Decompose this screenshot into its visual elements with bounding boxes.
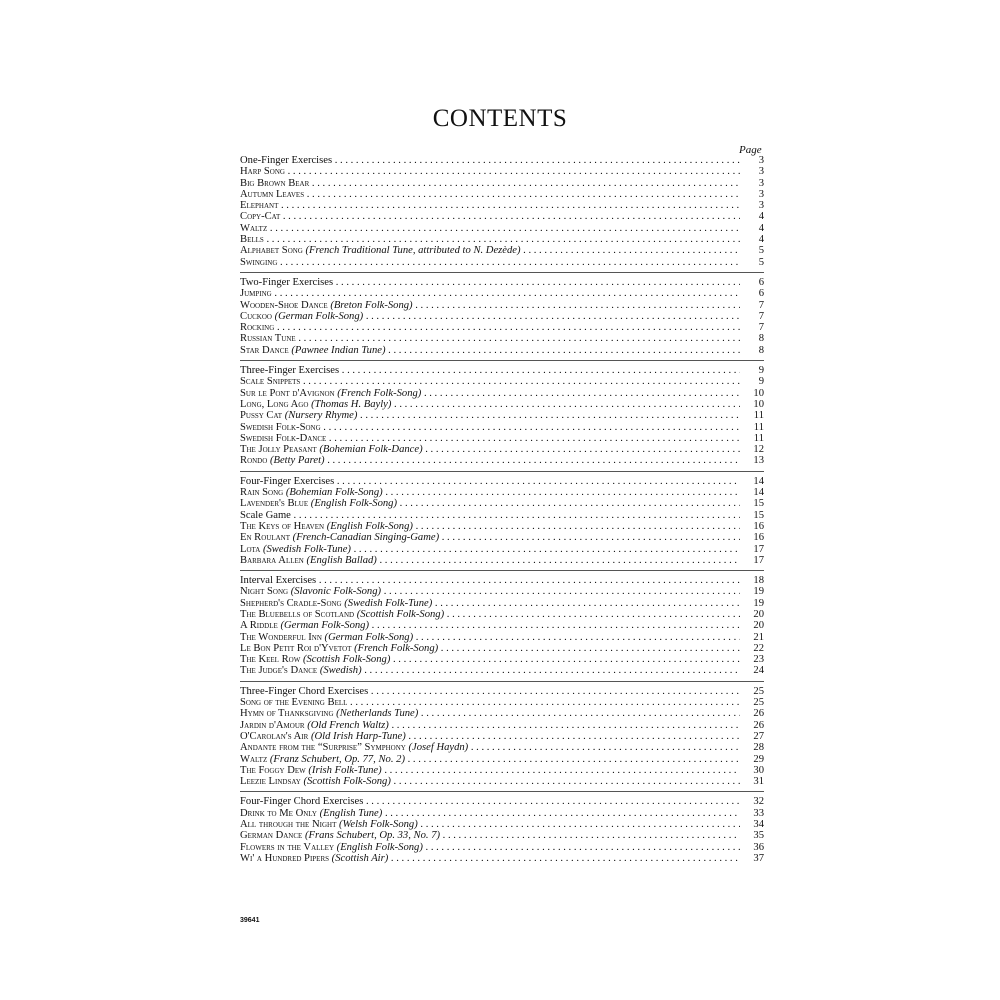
toc-entry: [240, 300, 764, 311]
entry-text: [240, 410, 740, 421]
entry-page-number: 37: [753, 852, 764, 864]
entry-title: Rondo: [240, 455, 268, 467]
toc-section: [240, 155, 764, 268]
entry-text: [240, 532, 740, 543]
page-column-label: Page: [739, 144, 762, 156]
entry-page-number: 26: [753, 719, 764, 731]
entry-subtitle: (English Tune): [319, 807, 383, 819]
entry-subtitle: (Bohemian Folk-Song): [285, 487, 383, 499]
entry-page-number: 19: [753, 586, 764, 598]
entry-title: Harp Song: [240, 166, 285, 178]
entry-title: The Foggy Dew: [240, 764, 306, 776]
entry-text: [240, 245, 740, 256]
entry-title: Scale Snippets: [240, 376, 301, 388]
entry-page-number: 24: [753, 665, 764, 677]
entry-text: [240, 665, 740, 676]
entry-text: [240, 422, 740, 433]
entry-text: [240, 277, 740, 288]
entry-page-number: 3: [758, 166, 764, 178]
entry-title: The Keys of Heaven: [240, 520, 325, 532]
toc-section: [240, 575, 764, 677]
toc-entry: [240, 245, 764, 256]
entry-title: Hymn of Thanksgiving: [240, 708, 334, 720]
toc-section: [240, 686, 764, 788]
entry-title: All through the Night: [240, 819, 337, 831]
entry-page-number: 22: [753, 642, 764, 654]
section-divider: [240, 471, 764, 472]
entry-page-number: 11: [753, 421, 764, 433]
entry-text: [240, 476, 740, 487]
entry-text: [240, 189, 740, 200]
entry-page-number: 26: [753, 708, 764, 720]
toc-entry: [240, 720, 764, 731]
entry-text: [240, 620, 740, 631]
entry-page-number: 17: [753, 554, 764, 566]
entry-title: Bells: [240, 234, 264, 246]
entry-subtitle: (French Folk-Song): [337, 387, 422, 399]
toc-entry: [240, 410, 764, 421]
entry-page-number: 30: [753, 764, 764, 776]
section-divider: [240, 570, 764, 571]
entry-subtitle: (German Folk-Song): [324, 631, 414, 643]
entry-page-number: 8: [758, 333, 764, 345]
entry-title: Three-Finger Exercises: [240, 365, 340, 377]
toc-entry: [240, 632, 764, 643]
entry-text: [240, 830, 740, 841]
entry-subtitle: (Scottish Folk-Song): [356, 608, 445, 620]
entry-text: [240, 686, 740, 697]
entry-page-number: 10: [753, 398, 764, 410]
entry-text: [240, 632, 740, 643]
toc-entry: [240, 322, 764, 333]
toc-entry: [240, 200, 764, 211]
toc-entry: [240, 333, 764, 344]
toc-entry: [240, 765, 764, 776]
toc-entry: [240, 708, 764, 719]
entry-subtitle: (Slavonic Folk-Song): [290, 586, 382, 598]
toc-entry: [240, 808, 764, 819]
entry-text: [240, 654, 740, 665]
toc-entry: [240, 521, 764, 532]
entry-page-number: 15: [753, 509, 764, 521]
section-heading-entry: [240, 686, 764, 697]
toc-entry: [240, 830, 764, 841]
entry-title: Alphabet Song: [240, 245, 303, 257]
section-divider: [240, 791, 764, 792]
entry-text: [240, 697, 740, 708]
entry-page-number: 35: [753, 830, 764, 842]
toc-section: [240, 476, 764, 566]
entry-page-number: 33: [753, 807, 764, 819]
entry-text: [240, 731, 740, 742]
entry-title: Swedish Folk-Dance: [240, 432, 327, 444]
toc-entry: [240, 422, 764, 433]
entry-title: Elephant: [240, 200, 279, 212]
entry-text: [240, 720, 740, 731]
toc-entry: [240, 288, 764, 299]
toc-entry: [240, 776, 764, 787]
toc-entry: [240, 166, 764, 177]
section-heading-entry: [240, 575, 764, 586]
entry-title: Swedish Folk-Song: [240, 421, 321, 433]
entry-subtitle: (Old French Waltz): [307, 719, 389, 731]
toc-entry: [240, 455, 764, 466]
toc-entry: [240, 189, 764, 200]
entry-text: [240, 853, 740, 864]
entry-title: Jumping: [240, 288, 272, 300]
entry-page-number: 25: [753, 697, 764, 709]
entry-text: [240, 345, 740, 356]
entry-title: Rain Song: [240, 487, 284, 499]
entry-subtitle: (Swedish): [319, 665, 362, 677]
entry-title: Autumn Leaves: [240, 188, 305, 200]
entry-title: The Judge's Dance: [240, 665, 318, 677]
entry-subtitle: (Breton Folk-Song): [330, 299, 413, 311]
entry-title: A Riddle: [240, 620, 278, 632]
entry-subtitle: (Pawnee Indian Tune): [291, 344, 386, 356]
entry-text: [240, 211, 740, 222]
toc-section: [240, 277, 764, 356]
entry-page-number: 6: [758, 276, 764, 288]
entry-page-number: 3: [758, 155, 764, 166]
entry-subtitle: (Nursery Rhyme): [284, 410, 358, 422]
toc-entry: [240, 819, 764, 830]
entry-page-number: 23: [753, 654, 764, 666]
entry-title: Drink to Me Only: [240, 807, 317, 819]
entry-page-number: 4: [758, 234, 764, 246]
toc-entry: [240, 257, 764, 268]
entry-text: [240, 234, 740, 245]
entry-subtitle: (Scottish Folk-Song): [303, 776, 391, 788]
entry-title: En Roulant: [240, 532, 291, 544]
entry-subtitle: (French-Canadian Singing-Game): [292, 532, 440, 544]
toc-entry: [240, 444, 764, 455]
entry-title: Interval Exercises: [240, 575, 317, 587]
entry-page-number: 14: [753, 487, 764, 499]
entry-text: [240, 609, 740, 620]
entry-subtitle: (German Folk-Song): [280, 620, 369, 632]
entry-page-number: 7: [758, 299, 764, 311]
entry-title: Jardin d'Amour: [240, 719, 305, 731]
entry-page-number: 31: [753, 776, 764, 788]
entry-title: Scale Game: [240, 509, 291, 521]
entry-subtitle: (Swedish Folk-Tune): [262, 543, 351, 555]
entry-page-number: 28: [753, 742, 764, 754]
toc-entry: [240, 345, 764, 356]
toc-entry: [240, 754, 764, 765]
entry-title: Waltz: [240, 222, 268, 234]
entry-page-number: 11: [753, 432, 764, 444]
entry-subtitle: (French Traditional Tune, attributed to N. Dezède): [305, 245, 521, 257]
entry-page-number: 3: [758, 200, 764, 212]
entry-page-number: 9: [758, 365, 764, 377]
toc-entry: [240, 555, 764, 566]
entry-title: The Keel Row: [240, 654, 301, 666]
entry-title: Pussy Cat: [240, 410, 283, 422]
toc-entry: [240, 433, 764, 444]
entry-subtitle: (Josef Haydn): [408, 742, 469, 754]
entry-text: [240, 544, 740, 555]
entry-text: [240, 455, 740, 466]
section-divider: [240, 681, 764, 682]
entry-text: [240, 754, 740, 765]
toc-entry: [240, 586, 764, 597]
toc-entry: [240, 498, 764, 509]
entry-text: [240, 765, 740, 776]
entry-text: [240, 498, 740, 509]
entry-page-number: 15: [753, 498, 764, 510]
entry-title: Four-Finger Exercises: [240, 475, 335, 487]
entry-text: [240, 376, 740, 387]
toc-entry: [240, 842, 764, 853]
entry-title: The Bluebells of Scotland: [240, 608, 355, 620]
entry-text: [240, 521, 740, 532]
entry-page-number: 34: [753, 819, 764, 831]
section-heading-entry: [240, 365, 764, 376]
entry-page-number: 12: [753, 444, 764, 456]
section-divider: [240, 272, 764, 273]
toc-entry: [240, 731, 764, 742]
entry-subtitle: (Irish Folk-Tune): [308, 764, 382, 776]
entry-page-number: 5: [758, 256, 764, 268]
entry-page-number: 36: [753, 841, 764, 853]
entry-text: [240, 433, 740, 444]
entry-page-number: 13: [753, 455, 764, 467]
entry-title: Long, Long Ago: [240, 398, 309, 410]
entry-subtitle: (English Ballad): [306, 554, 377, 566]
entry-title: Wi' a Hundred Pipers: [240, 852, 330, 864]
entry-page-number: 17: [753, 543, 764, 555]
entry-text: [240, 288, 740, 299]
toc-entry: [240, 211, 764, 222]
entry-text: [240, 155, 740, 166]
entry-title: Song of the Evening Bell: [240, 697, 348, 709]
entry-page-number: 8: [758, 344, 764, 356]
entry-title: Lavender's Blue: [240, 498, 309, 510]
section-heading-entry: [240, 510, 764, 521]
entry-page-number: 16: [753, 520, 764, 532]
entry-subtitle: (French Folk-Song): [354, 642, 439, 654]
entry-page-number: 3: [758, 188, 764, 200]
entry-text: [240, 776, 740, 787]
section-heading-entry: [240, 796, 764, 807]
entry-title: Wooden-Shoe Dance: [240, 299, 328, 311]
entry-page-number: 21: [753, 631, 764, 643]
entry-subtitle: (English Folk-Song): [310, 498, 398, 510]
entry-text: [240, 598, 740, 609]
entry-page-number: 5: [758, 245, 764, 257]
entry-title: Lota: [240, 543, 261, 555]
entry-text: [240, 223, 740, 234]
toc-entry: [240, 665, 764, 676]
entry-subtitle: (Swedish Folk-Tune): [344, 597, 433, 609]
entry-page-number: 25: [753, 685, 764, 697]
entry-title: Russian Tune: [240, 333, 296, 345]
entry-text: [240, 257, 740, 268]
entry-title: Big Brown Bear: [240, 177, 310, 189]
entry-page-number: 11: [753, 410, 764, 422]
section-heading-entry: [240, 476, 764, 487]
entry-title: Flowers in the Valley: [240, 841, 335, 853]
toc-entry: [240, 223, 764, 234]
entry-title: Four-Finger Chord Exercises: [240, 796, 364, 808]
entry-page-number: 4: [758, 211, 764, 223]
entry-page-number: 29: [753, 753, 764, 765]
entry-page-number: 9: [758, 376, 764, 388]
entry-title: O'Carolan's Air: [240, 730, 309, 742]
entry-title: Shepherd's Cradle-Song: [240, 597, 342, 609]
entry-title: Barbara Allen: [240, 554, 304, 566]
entry-page-number: 27: [753, 730, 764, 742]
toc-entry: [240, 853, 764, 864]
entry-title: Night Song: [240, 586, 289, 598]
entry-text: [240, 365, 740, 376]
entry-title: One-Finger Exercises: [240, 155, 333, 166]
entry-text: [240, 708, 740, 719]
table-of-contents: [240, 155, 764, 864]
section-heading-entry: [240, 277, 764, 288]
toc-entry: [240, 643, 764, 654]
entry-page-number: 14: [753, 475, 764, 487]
entry-text: [240, 586, 740, 597]
toc-entry: [240, 487, 764, 498]
toc-entry: [240, 742, 764, 753]
entry-page-number: 7: [758, 322, 764, 334]
entry-text: [240, 333, 740, 344]
entry-subtitle: (Betty Paret): [269, 455, 325, 467]
entry-text: [240, 444, 740, 455]
entry-text: [240, 388, 740, 399]
entry-subtitle: (Old Irish Harp-Tune): [310, 730, 406, 742]
entry-page-number: 20: [753, 620, 764, 632]
entry-text: [240, 575, 740, 586]
toc-entry: [240, 620, 764, 631]
toc-entry: [240, 654, 764, 665]
section-divider: [240, 360, 764, 361]
entry-page-number: 16: [753, 532, 764, 544]
entry-page-number: 18: [753, 575, 764, 587]
entry-page-number: 19: [753, 597, 764, 609]
entry-text: [240, 166, 740, 177]
toc-entry: [240, 376, 764, 387]
entry-title: The Wonderful Inn: [240, 631, 322, 643]
entry-text: [240, 322, 740, 333]
entry-text: [240, 796, 740, 807]
entry-title: Sur le Pont d'Avignon: [240, 387, 335, 399]
entry-subtitle: (Franz Schubert, Op. 77, No. 2): [269, 753, 405, 765]
toc-entry: [240, 598, 764, 609]
entry-title: Three-Finger Chord Exercises: [240, 685, 369, 697]
toc-entry: [240, 388, 764, 399]
entry-text: [240, 510, 740, 521]
entry-title: German Dance: [240, 830, 303, 842]
entry-text: [240, 200, 740, 211]
entry-subtitle: (Scottish Folk-Song): [302, 654, 391, 666]
entry-text: [240, 399, 740, 410]
entry-title: Andante from the “Surprise” Symphony: [240, 742, 406, 754]
entry-subtitle: (Scottish Air): [331, 852, 389, 864]
toc-entry: [240, 609, 764, 620]
entry-title: Swinging: [240, 256, 278, 268]
toc-entry: [240, 178, 764, 189]
entry-text: [240, 555, 740, 566]
entry-text: [240, 842, 740, 853]
entry-subtitle: (English Folk-Song): [326, 520, 413, 532]
toc-entry: [240, 311, 764, 322]
entry-subtitle: (Frans Schubert, Op. 33, No. 7): [304, 830, 441, 842]
entry-title: Leezie Lindsay: [240, 776, 301, 788]
toc-entry: [240, 544, 764, 555]
entry-page-number: 32: [753, 796, 764, 808]
entry-subtitle: (German Folk-Song): [274, 310, 364, 322]
entry-text: [240, 819, 740, 830]
entry-subtitle: (Bohemian Folk-Dance): [319, 444, 423, 456]
entry-page-number: 6: [758, 288, 764, 300]
entry-subtitle: (Netherlands Tune): [336, 708, 419, 720]
entry-text: [240, 300, 740, 311]
entry-subtitle: (English Folk-Song): [336, 841, 423, 853]
toc-section: [240, 796, 764, 864]
toc-section: [240, 365, 764, 467]
entry-text: [240, 178, 740, 189]
entry-title: Cuckoo: [240, 310, 272, 322]
entry-text: [240, 742, 740, 753]
entry-subtitle: (Welsh Folk-Song): [339, 819, 418, 831]
entry-title: Waltz: [240, 753, 268, 765]
entry-text: [240, 487, 740, 498]
entry-page-number: 3: [758, 177, 764, 189]
entry-page-number: 20: [753, 608, 764, 620]
entry-title: Copy-Cat: [240, 211, 281, 223]
entry-text: [240, 311, 740, 322]
catalog-number: 39641: [240, 917, 260, 924]
toc-entry: [240, 532, 764, 543]
entry-subtitle: (Thomas H. Bayly): [311, 398, 392, 410]
entry-page-number: 4: [758, 222, 764, 234]
entry-title: The Jolly Peasant: [240, 444, 317, 456]
entry-page-number: 7: [758, 310, 764, 322]
entry-page-number: 10: [753, 387, 764, 399]
entry-text: [240, 808, 740, 819]
entry-title: Two-Finger Exercises: [240, 276, 334, 288]
entry-title: Star Dance: [240, 344, 289, 356]
entry-title: Rocking: [240, 322, 275, 334]
entry-text: [240, 643, 740, 654]
toc-entry: [240, 399, 764, 410]
section-heading-entry: [240, 155, 764, 166]
entry-title: Le Bon Petit Roi d'Yvetot: [240, 642, 352, 654]
page-title: CONTENTS: [432, 105, 568, 132]
toc-entry: [240, 697, 764, 708]
toc-entry: [240, 234, 764, 245]
